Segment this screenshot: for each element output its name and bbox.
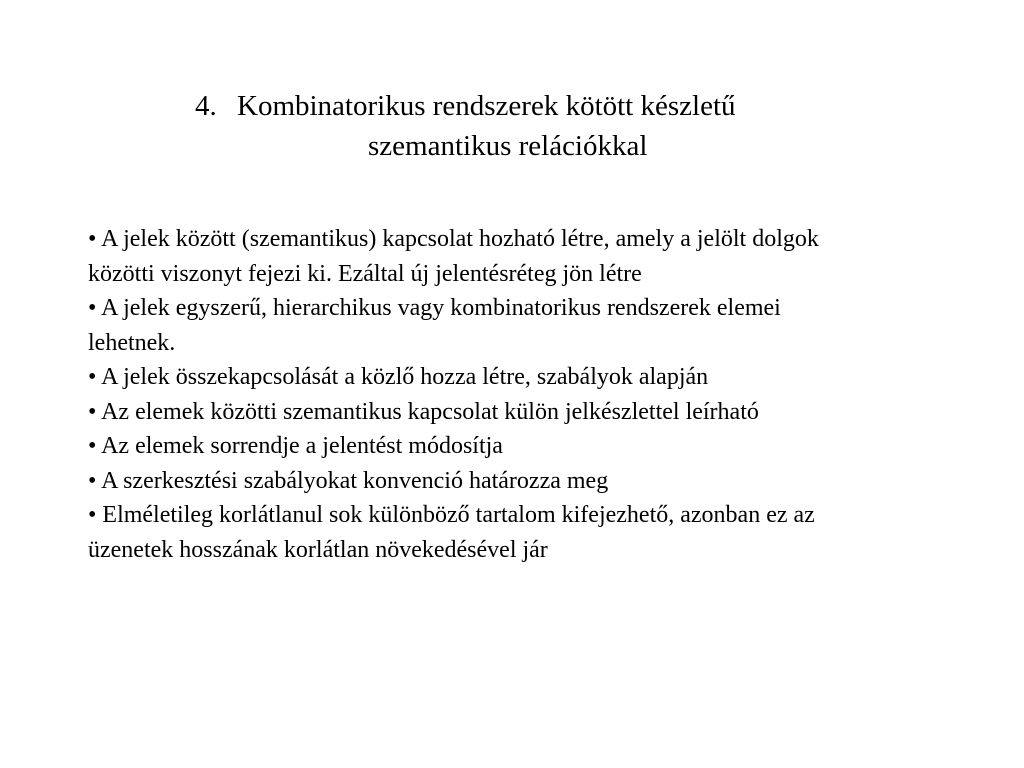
title-text-line-2: szemantikus relációkkal <box>368 130 648 162</box>
bullet-item: • A jelek között (szemantikus) kapcsolat hozható létre, amely a jelölt dolgok közötti viszonyt fejezi ki. Ezáltal új jelentésréteg jön létre <box>88 226 819 287</box>
title-text-line-1: Kombinatorikus rendszerek kötött készletű <box>237 90 736 122</box>
bullet-item: • Elméletileg korlátlanul sok különböző tartalom kifejezhető, azonban ez az üzenetek hosszának korlátlan növekedésével jár <box>88 502 815 563</box>
title-number: 4. <box>195 90 217 122</box>
bullet-item: • A jelek összekapcsolását a közlő hozza létre, szabályok alapján <box>88 364 709 390</box>
bullet-list <box>88 222 858 567</box>
bullet-item: • Az elemek közötti szemantikus kapcsolat külön jelkészlettel leírható <box>88 398 759 425</box>
bullet-item: • Az elemek sorrendje a jelentést módosítja <box>88 433 503 459</box>
bullet-item: • A jelek egyszerű, hierarchikus vagy kombinatorikus rendszerek elemei lehetnek. <box>88 295 781 356</box>
bullet-item: • A szerkesztési szabályokat konvenció határozza meg <box>88 467 609 494</box>
slide-title <box>195 86 875 166</box>
title-line-1 <box>195 86 875 126</box>
